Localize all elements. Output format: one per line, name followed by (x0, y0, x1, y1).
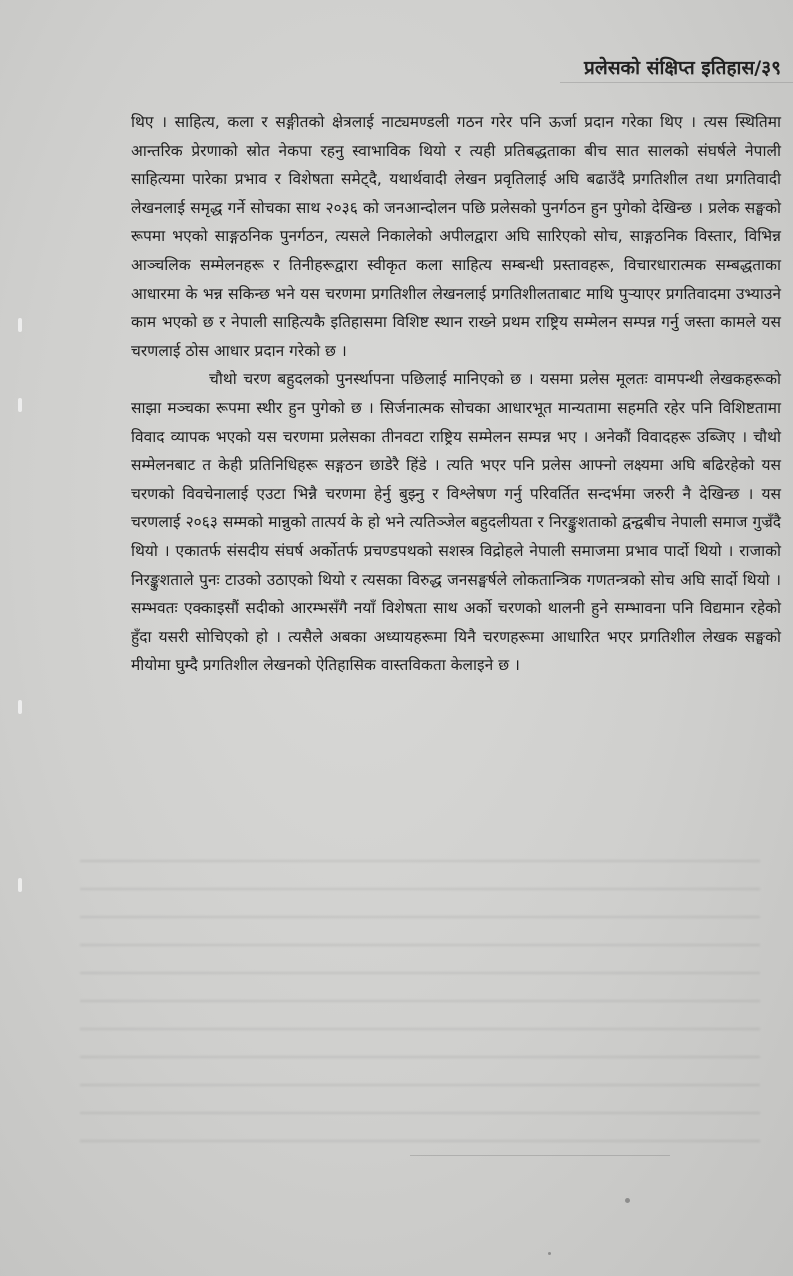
paragraph: थिए । साहित्य, कला र सङ्गीतको क्षेत्रलाई नाट्यमण्डली गठन गरेर पनि ऊर्जा प्रदान गरेका थिए । त्यस स्थितिमा आन्तरिक प्रेरणाको स्रोत नेकपा रहनु स्वाभाविक थियो र त्यही प्रतिबद्धताका बीच सात सालको संघर्षले नेपाली साहित्यमा पारेका प्रभाव र विशेषता समेट्दै, यथार्थवादी लेखन प्रवृतिलाई अघि बढाउँदै प्रगतिशील तथा प्रगतिवादी लेखनलाई समृद्ध गर्ने सोचका साथ २०३६ को जनआन्दोलन पछि प्रलेसको पुनर्गठन हुन पुगेको देखिन्छ । प्रलेक सङ्घको रूपमा भएको साङ्गठनिक पुनर्गठन, त्यसले निकालेको अपीलद्वारा अघि सारिएको सोच, साङ्गठनिक विस्तार, विभिन्न आञ्चलिक सम्मेलनहरू र तिनीहरूद्वारा स्वीकृत कला साहित्य सम्बन्धी प्रस्तावहरू, विचारधारात्मक सम्बद्धताका आधारमा के भन्न सकिन्छ भने यस चरणमा प्रगतिशील लेखनलाई प्रगतिशीलताबाट माथि पुऱ्याएर प्रगतिवादमा उभ्याउने काम भएको छ र नेपाली साहित्यकै इतिहासमा विशिष्ट स्थान राख्ने प्रथम राष्ट्रिय सम्मेलन सम्पन्न गर्नु जस्ता कामले यस चरणलाई ठोस आधार प्रदान गरेको छ । (131, 113, 781, 360)
show-through-footnote-rule (410, 1155, 670, 1156)
header-rule (560, 82, 793, 83)
show-through-text (80, 860, 760, 1160)
paragraph: चौथो चरण बहुदलको पुनर्स्थापना पछिलाई मानिएको छ । यसमा प्रलेस मूलतः वामपन्थी लेखकहरूको साझा मञ्चका रूपमा स्थीर हुन पुगेको छ । सिर्जनात्मक सोचका आधारभूत मान्यतामा सहमति रहेर पनि विशिष्टतामा विवाद व्यापक भएको यस चरणमा प्रलेसका तीनवटा राष्ट्रिय सम्मेलन सम्पन्न भए । अनेकौं विवादहरू उब्जिए । चौथो सम्मेलनबाट त केही प्रतिनिधिहरू सङ्गठन छाडेरै हिंडे । त्यति भएर पनि प्रलेस आफ्नो लक्ष्यमा अघि बढिरहेको यस चरणको विवचेनालाई एउटा भिन्नै चरणमा हेर्नु बुझ्नु र विश्लेषण गर्नु परिवर्तित सन्दर्भमा जरुरी नै देखिन्छ । यस चरणलाई २०६३ सम्मको मान्नुको तात्पर्य के हो भने त्यतिञ्जेल बहुदलीयता र निरङ्कुशताको द्वन्द्वबीच नेपाली समाज गुज्रँदै थियो । एकातर्फ संसदीय संघर्ष अर्कोतर्फ प्रचण्डपथको सशस्त्र विद्रोहले नेपाली समाजमा प्रभाव पार्दो थियो । राजाको निरङ्कुशताले पुनः टाउको उठाएको थियो र त्यसका विरुद्ध जनसङ्घर्षले लोकतान्त्रिक गणतन्त्रको सोच अघि सार्दो थियो ।सम्भवतः एक्काइसौं सदीको आरम्भसँगै नयाँ विशेषता साथ अर्को चरणको थालनी हुने सम्भावना पनि विद्यमान रहेको हुँदा यसरी सोचिएको हो । त्यसैले अबका अध्यायहरूमा यिनै चरणहरूमा आधारित भएर प्रगतिशील लेखक सङ्घको मीयोमा घुम्दै प्रगतिशील लेखनको ऐतिहासिक वास्तविकता केलाइने छ । (131, 370, 781, 675)
paper-speck (548, 1252, 551, 1255)
binding-staple-mark (18, 318, 22, 332)
binding-staple-mark (18, 700, 22, 714)
body-text (131, 108, 781, 680)
binding-staple-mark (18, 398, 22, 412)
paper-speck (625, 1198, 630, 1203)
binding-staple-mark (18, 878, 22, 892)
running-header: प्रलेसको संक्षिप्त इतिहास/३९ (584, 57, 781, 79)
